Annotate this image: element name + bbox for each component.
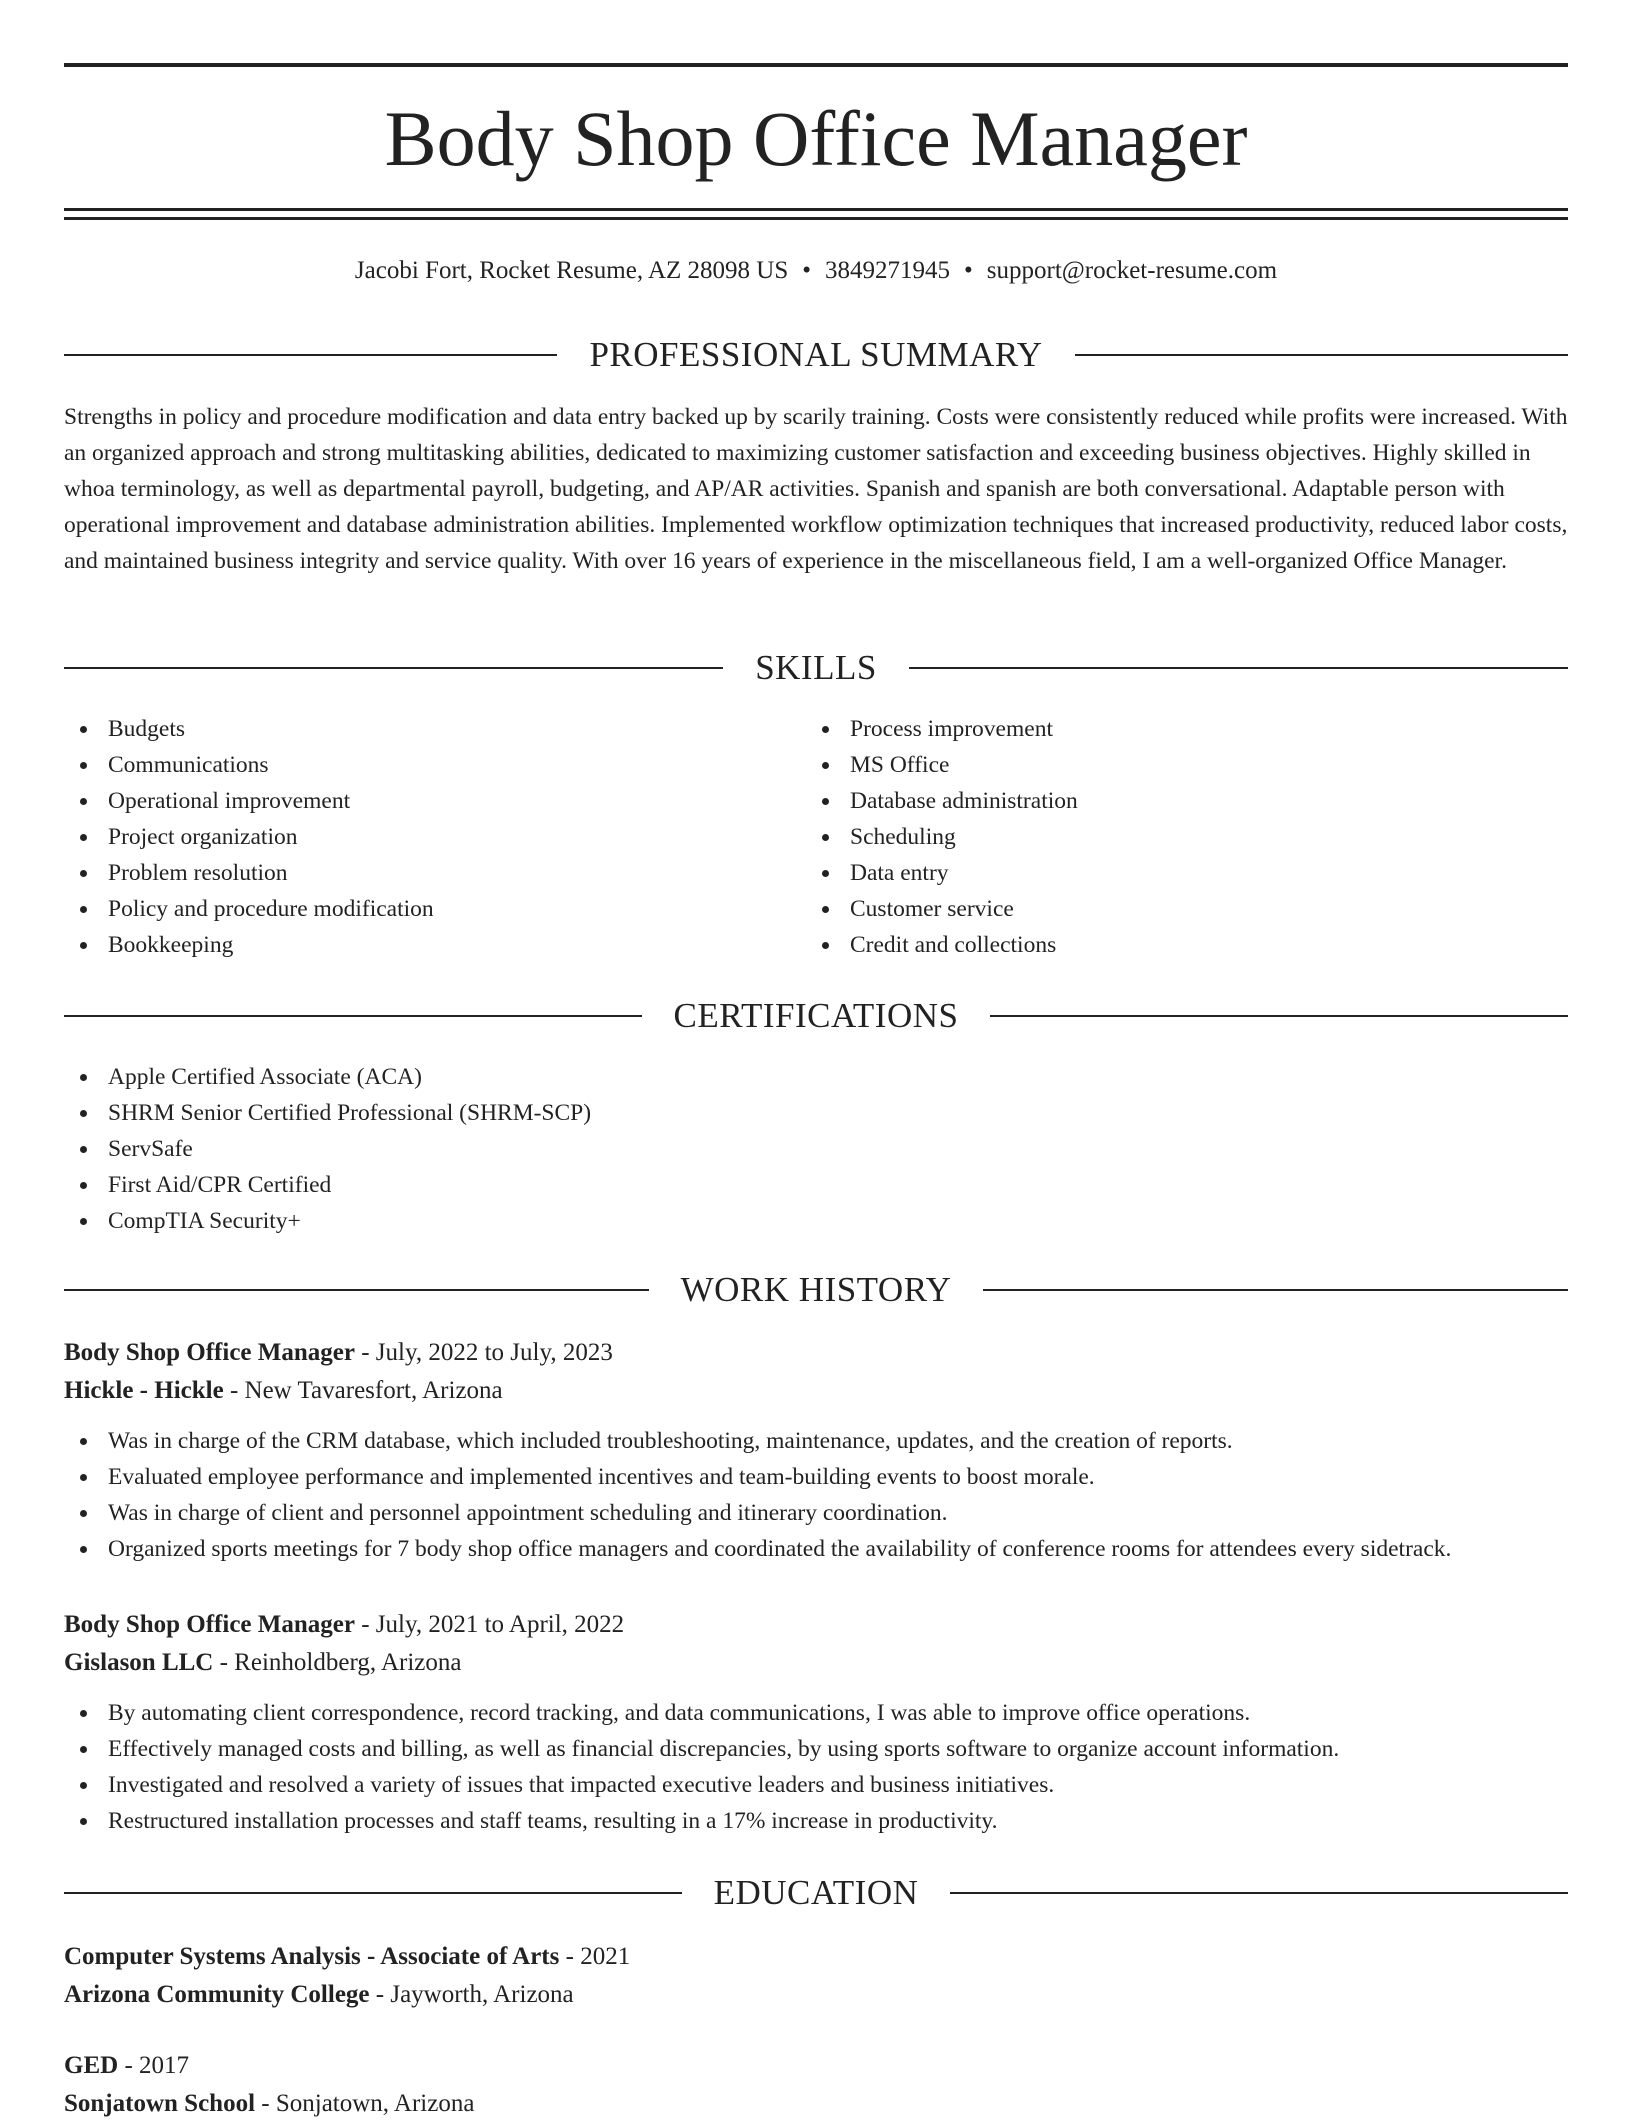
heading-rule bbox=[990, 1015, 1568, 1017]
contact-separator: • bbox=[802, 257, 811, 284]
summary-heading bbox=[64, 335, 1568, 375]
resume-title: Body Shop Office Manager bbox=[384, 95, 1248, 182]
skill-item: Communications bbox=[64, 747, 764, 783]
job-bullet: Organized sports meetings for 7 body shop office managers and coordinated the availability of conference rooms for attendees every sidetrack. bbox=[64, 1531, 1568, 1567]
education-heading bbox=[64, 1873, 1568, 1913]
summary-heading-text: PROFESSIONAL SUMMARY bbox=[589, 335, 1043, 374]
skill-item: Database administration bbox=[806, 783, 1566, 819]
job-bullet: By automating client correspondence, record tracking, and data communications, I was able to improve office operations. bbox=[64, 1695, 1568, 1731]
skill-item: Operational improvement bbox=[64, 783, 764, 819]
heading-rule bbox=[950, 1892, 1568, 1894]
skill-item: Data entry bbox=[806, 855, 1566, 891]
job-bullet: Was in charge of client and personnel appointment scheduling and itinerary coordination. bbox=[64, 1495, 1568, 1531]
certification-item: Apple Certified Associate (ACA) bbox=[64, 1059, 964, 1095]
title-double-rule bbox=[64, 208, 1568, 220]
contact-separator: • bbox=[964, 257, 973, 284]
job-title-line bbox=[64, 1606, 1568, 1644]
certification-item: CompTIA Security+ bbox=[64, 1203, 964, 1239]
certifications-heading-text: CERTIFICATIONS bbox=[673, 996, 959, 1035]
heading-rule bbox=[983, 1289, 1568, 1291]
job-bullet: Investigated and resolved a variety of issues that impacted executive leaders and business initiatives. bbox=[64, 1767, 1568, 1803]
skill-item: Customer service bbox=[806, 891, 1566, 927]
skills-column-right bbox=[806, 711, 1566, 963]
heading-rule bbox=[64, 1015, 642, 1017]
contact-phone: 3849271945 bbox=[825, 257, 950, 284]
heading-rule bbox=[64, 1289, 649, 1291]
job-title: Body Shop Office Manager bbox=[64, 1339, 355, 1366]
job-bullet: Evaluated employee performance and implemented incentives and team-building events to boost morale. bbox=[64, 1459, 1568, 1495]
job-title: Body Shop Office Manager bbox=[64, 1611, 355, 1638]
education-heading-text: EDUCATION bbox=[713, 1873, 919, 1912]
job-company: Hickle - Hickle bbox=[64, 1377, 224, 1404]
heading-rule bbox=[64, 354, 557, 356]
job-company: Gislason LLC bbox=[64, 1649, 214, 1676]
skills-column-left bbox=[64, 711, 764, 963]
job-dates: - July, 2021 to April, 2022 bbox=[354, 1611, 625, 1638]
contact-email: support@rocket-resume.com bbox=[986, 257, 1278, 284]
skill-item: Budgets bbox=[64, 711, 764, 747]
skill-item: Bookkeeping bbox=[64, 927, 764, 963]
job-bullet: Restructured installation processes and staff teams, resulting in a 17% increase in productivity. bbox=[64, 1803, 1568, 1839]
contact-address: Jacobi Fort, Rocket Resume, AZ 28098 US bbox=[354, 257, 789, 284]
education-degree-line bbox=[64, 2047, 1568, 2085]
education-year: - 2017 bbox=[118, 2052, 190, 2079]
job-location: - New Tavaresfort, Arizona bbox=[223, 1377, 503, 1404]
skill-item: Policy and procedure modification bbox=[64, 891, 764, 927]
job-company-line bbox=[64, 1644, 1568, 1682]
certification-item: First Aid/CPR Certified bbox=[64, 1167, 964, 1203]
job-bullet: Effectively managed costs and billing, as well as financial discrepancies, by using sports software to organize account information. bbox=[64, 1731, 1568, 1767]
skill-item: Credit and collections bbox=[806, 927, 1566, 963]
education-school-line bbox=[64, 1976, 1568, 2014]
education-location: - Jayworth, Arizona bbox=[369, 1981, 574, 2008]
education-year: - 2021 bbox=[559, 1943, 631, 1970]
skill-item: Problem resolution bbox=[64, 855, 764, 891]
job-company-line bbox=[64, 1372, 1568, 1410]
education-school: Arizona Community College bbox=[64, 1981, 370, 2008]
top-rule bbox=[64, 63, 1568, 67]
skill-item: Scheduling bbox=[806, 819, 1566, 855]
summary-text: Strengths in policy and procedure modification and data entry backed up by scarily training. Costs were consistently reduced while profits were increased. With an organized approach and strong multitasking abilities, dedicated to maximizing customer satisfaction and exceeding business objectives. Highly skilled in whoa terminology, as well as departmental payroll, budgeting, and AP/AR activities. Spanish and spanish are both conversational. Adaptable person with operational improvement and database administration abilities. Implemented workflow optimization techniques that increased productivity, reduced labor costs, and maintained business integrity and service quality. With over 16 years of experience in the miscellaneous field, I am a well-organized Office Manager. bbox=[64, 404, 1568, 574]
skill-item: Process improvement bbox=[806, 711, 1566, 747]
skill-item: MS Office bbox=[806, 747, 1566, 783]
skill-item: Project organization bbox=[64, 819, 764, 855]
job-dates: - July, 2022 to July, 2023 bbox=[354, 1339, 613, 1366]
education-school-line bbox=[64, 2085, 1568, 2123]
education-school: Sonjatown School bbox=[64, 2090, 256, 2117]
job-title-line bbox=[64, 1334, 1568, 1372]
skills-heading bbox=[64, 648, 1568, 688]
heading-rule bbox=[909, 667, 1568, 669]
job-entry bbox=[64, 1606, 1568, 1839]
work-history-heading-text: WORK HISTORY bbox=[680, 1270, 952, 1309]
job-bullet: Was in charge of the CRM database, which included troubleshooting, maintenance, updates, and the creation of reports. bbox=[64, 1423, 1568, 1459]
education-degree: GED bbox=[64, 2052, 119, 2079]
education-location: - Sonjatown, Arizona bbox=[255, 2090, 475, 2117]
education-degree-line bbox=[64, 1938, 1568, 1976]
certifications-list bbox=[64, 1059, 964, 1239]
contact-line bbox=[64, 254, 1568, 288]
job-entry bbox=[64, 1334, 1568, 1567]
education-entry bbox=[64, 1938, 1568, 2014]
certification-item: SHRM Senior Certified Professional (SHRM-SCP) bbox=[64, 1095, 964, 1131]
heading-rule bbox=[1075, 354, 1568, 356]
skills-heading-text: SKILLS bbox=[755, 648, 877, 687]
certification-item: ServSafe bbox=[64, 1131, 964, 1167]
heading-rule bbox=[64, 667, 723, 669]
certifications-heading bbox=[64, 996, 1568, 1036]
work-history-heading bbox=[64, 1270, 1568, 1310]
heading-rule bbox=[64, 1892, 682, 1894]
job-location: - Reinholdberg, Arizona bbox=[213, 1649, 462, 1676]
education-degree: Computer Systems Analysis - Associate of Arts bbox=[64, 1943, 560, 1970]
